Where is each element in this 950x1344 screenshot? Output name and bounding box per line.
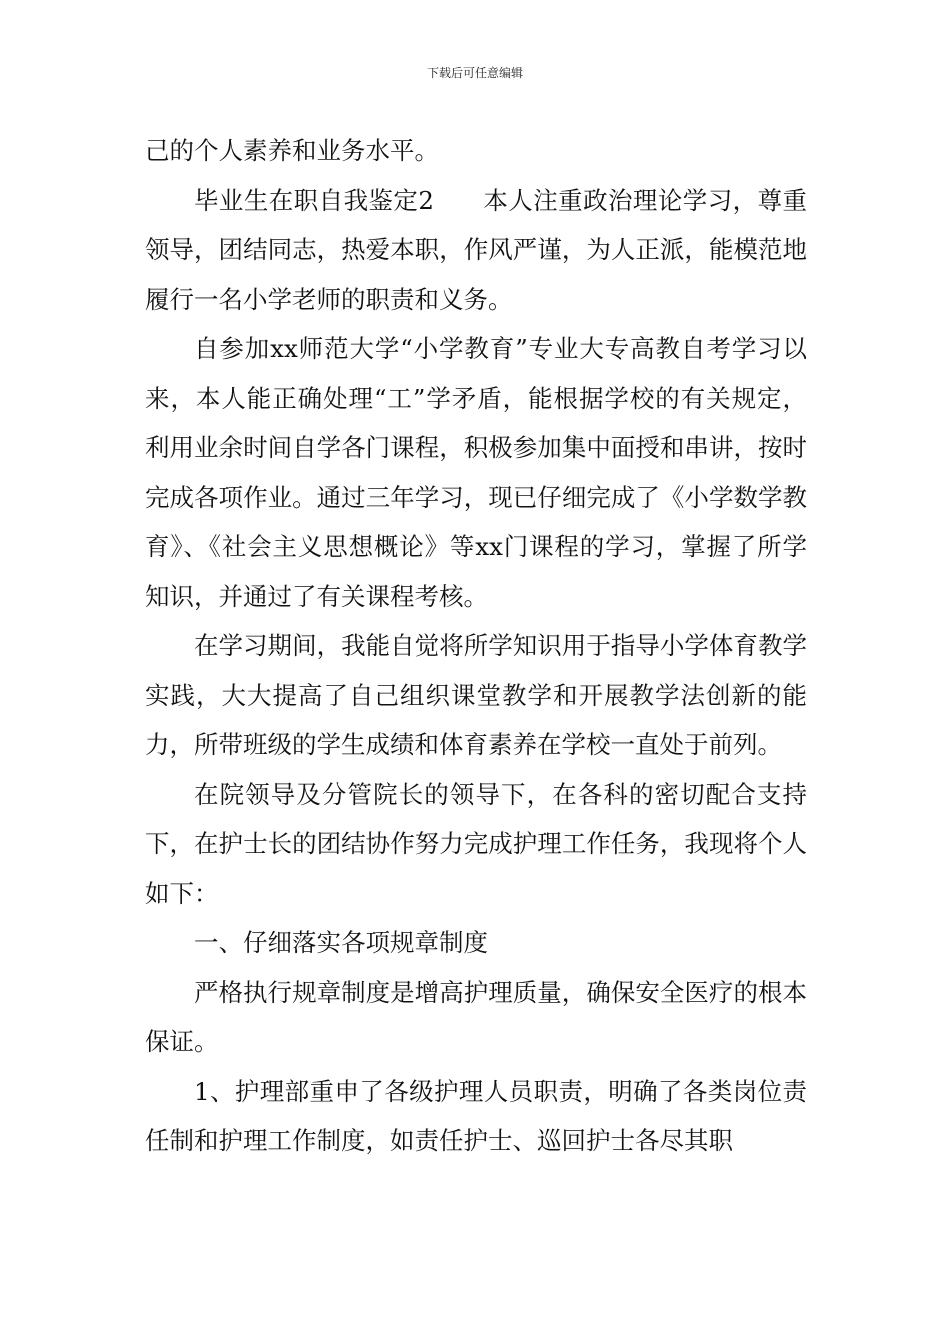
- page-header-note: 下载后可任意编辑: [426, 66, 523, 80]
- paragraph-rules: 严格执行规章制度是增高护理质量，确保安全医疗的根本保证。: [145, 977, 807, 1056]
- paragraph-nursing: 在院领导及分管院长的领导下，在各科的密切配合支持下，在护士长的团结协作努力完成护理工作任务，我现将个人如下：: [145, 779, 807, 908]
- section-intro-text: 本人注重政治理论学习，尊重领导，团结同志，热爱本职，作风严谨，为人正派，能模范地履行一名小学老师的职责和义务。: [145, 185, 807, 314]
- paragraph-heading-1: 一、仔细落实各项规章制度: [194, 928, 488, 957]
- paragraph-continued: 己的个人素养和业务水平。: [145, 136, 439, 165]
- paragraph-item-1: 1、护理部重申了各级护理人员职责，明确了各类岗位责任制和护理工作制度，如责任护士、巡回护士各尽其职: [145, 1076, 807, 1155]
- paragraph-study: 自参加xx师范大学“小学教育”专业大专高教自考学习以来，本人能正确处理“工”学矛盾，能根据学校的有关规定，利用业余时间自学各门课程，积极参加集中面授和串讲，按时完成各项作业。通过三年学习，现已仔细完成了《小学数学教育》、《社会主义思想概论》等xx门课程的学习，掌握了所学知识，并通过了有关课程考核。: [145, 334, 807, 611]
- paragraph-section-heading: [145, 176, 807, 325]
- section-title: 毕业生在职自我鉴定2: [194, 185, 434, 215]
- document-body: [145, 126, 807, 1166]
- paragraph-practice: 在学习期间，我能自觉将所学知识用于指导小学体育教学实践，大大提高了自己组织课堂教学和开展教学法创新的能力，所带班级的学生成绩和体育素养在学校一直处于前列。: [145, 631, 807, 759]
